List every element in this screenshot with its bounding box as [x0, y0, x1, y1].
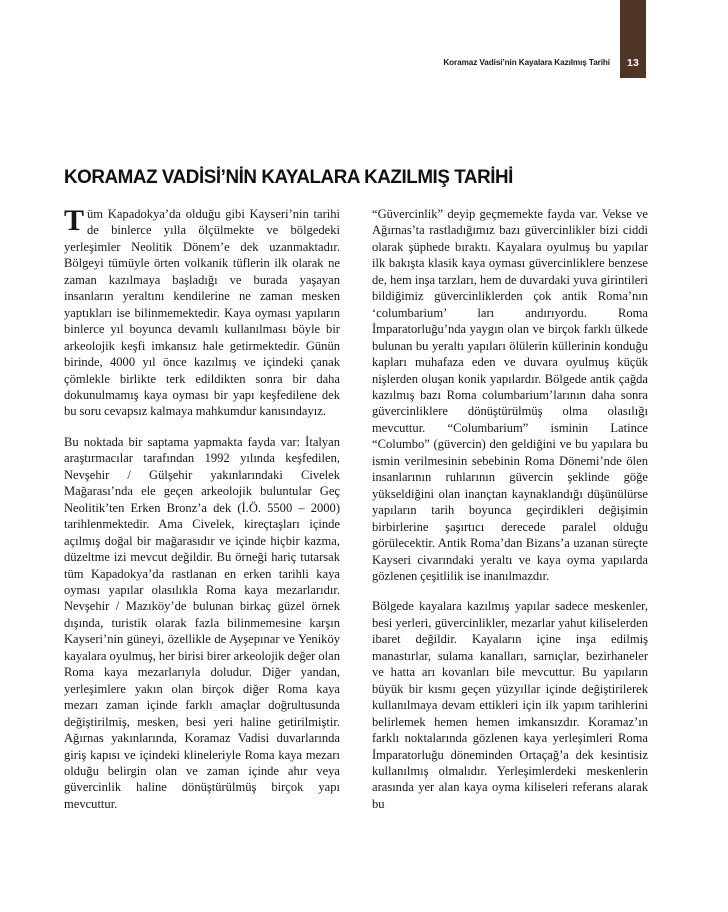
- paragraph: “Güvercinlik” deyip geçmemekte fayda var. Vekse ve Ağırnas’ta rastladığımız bazı güvercinlikler bizi ciddi olarak şüphede bıraktı. Kayalara oyulmuş bu yapılar ilk bakışta klasik kaya oyması güvercinliklere benzese de, hem inşa tarzları, hem de duvardaki yuva girintileri bildiğimiz güvercinliklerden çok antik Roma’nın ‘columbarium’ ları andırıyordu. Roma İmparatorluğu’nda yaygın olan ve birçok farklı ülkede bulunan bu yeraltı yapıları ölülerin küllerinin konduğu kapları muhafaza eden ve duvara oyulmuş küçük nişlerden oluşan konik yapılardır. Bölgede antik çağda kazılmış bazı Roma columbarium’larının daha sonra güvercinliklere dönüştürülmüş olma olasılığı mevcuttur. “Columbarium” isminin Latince “Columbo” (güvercin) den geldiğini ve bu yapılara bu ismin verilmesinin sebebinin Roma Dönemi’nde ölen insanlarının ruhlarının güvercin şeklinde göğe yükseldiğini olan inançtan kaynaklandığı düşünülürse yapıların tarih boyunca geçirdikleri değişimin birbirlerine şaşırtıcı derecede paralel olduğu görülecektir. Antik Roma’dan Bizans’a uzanan süreçte Kayseri civarındaki yeraltı ve kaya oyma yapılarda gözlenen çeşitlilik ise inanılmazdır.: [372, 207, 648, 583]
- page-header: [0, 0, 728, 90]
- left-column: [64, 206, 340, 890]
- right-column: [372, 206, 648, 890]
- page-title: KORAMAZ VADİSİ’NİN KAYALARA KAZILMIŞ TARİHİ: [64, 166, 513, 189]
- paragraph: Bu noktada bir saptama yapmakta fayda var: İtalyan araştırmacılar tarafından 1992 yılında keşfedilen, Nevşehir / Gülşehir yakınlarındaki Civelek Mağarası’nda ele geçen arkeolojik buluntular Geç Neolitik’ten Erken Bronz’a dek (İ.Ö. 5500 – 2000) tarihlenmektedir. Ama Civelek, kireçtaşları içinde açılmış doğal bir mağarasıdır ve içinde hiçbir kazma, düzeltme izi mevcut değildir. Bu örneği hariç tutarsak tüm Kapadokya’da rastlanan en erken tarihli kaya oyması yapılar olasılıkla Roma kaya mezarlarıdır. Nevşehir / Mazıköy’de bulunan birkaç güzel örnek dışında, turistik olarak fazla bilinmemesine karşın Kayseri’nin güneyi, özellikle de Ayşepınar ve Yeniköy kayalara oyulmuş, her birisi birer arkeolojik değer olan Roma kaya mezarlarıyla doludur. Diğer yandan, yerleşimlere yakın olan birçok diğer Roma kaya mezarı zaman içinde farklı amaçlar doğrultusunda değiştirilmiş, mesken, besi yeri haline getirilmiştir. Ağırnas yakınlarında, Koramaz Vadisi duvarlarında giriş kapısı ve içindeki klineleriyle Roma kaya mezarı olduğu belirgin olan ve zaman içinde ahır veya güvercinlik haline dönüştürülmüş birçok yapı mevcuttur.: [64, 434, 340, 811]
- paragraph: Bölgede kayalara kazılmış yapılar sadece meskenler, besi yerleri, güvercinlikler, mezarlar yahut kiliselerden ibaret değildir. Kayaların içine inşa edilmiş manastırlar, sulama kanalları, sarnıçlar, bezirhaneler ve hatta arı kovanları bile mevcuttur. Bu yapıların büyük bir kısmı geçen yüzyıllar içinde değiştirilerek kullanılmaya devam ettikleri için ilk yapım tarihlerini belirlemek hemen hemen imkansızdır. Koramaz’ın farklı noktalarında gözlenen kaya yerleşimleri Roma İmparatorluğu döneminden Ortaçağ’a dek kesintisiz kullanılmış olmalıdır. Yerleşimlerdeki meskenlerin arasında yer alan kaya oyma kiliseleri referans alarak bu: [372, 599, 648, 811]
- paragraph: Tüm Kapadokya’da olduğu gibi Kayseri’nin tarihi de binlerce yılla ölçülmekte ve bölgedeki yerleşimler Neolitik Dönem’e dek uzanmaktadır. Bölgeyi tümüyle örten volkanik tüflerin ilk olarak ne zaman kazılmaya başladığı ve burada yaşayan insanların yeraltını kendilerine ne zaman mesken yaptıkları ise bilinmemektedir. Kaya oyması yapıların binlerce yıl boyunca devamlı kullanılması böyle bir arkeolojik keşfi imkansız hale getirmektedir. Günün birinde, 4000 yıl önce kazılmış ve içindeki çanak çömlekle birlikte terk edildikten sonra bir daha dokunulmamış kaya oyması bir yapı keşfedilene dek bu soru cevapsız kalmaya mahkumdur kanısındayız.: [64, 204, 340, 419]
- body-columns: [64, 206, 648, 890]
- page-number: 13: [626, 57, 640, 69]
- running-header-title: Koramaz Vadisi’nin Kayalara Kazılmış Tarihi: [443, 58, 610, 67]
